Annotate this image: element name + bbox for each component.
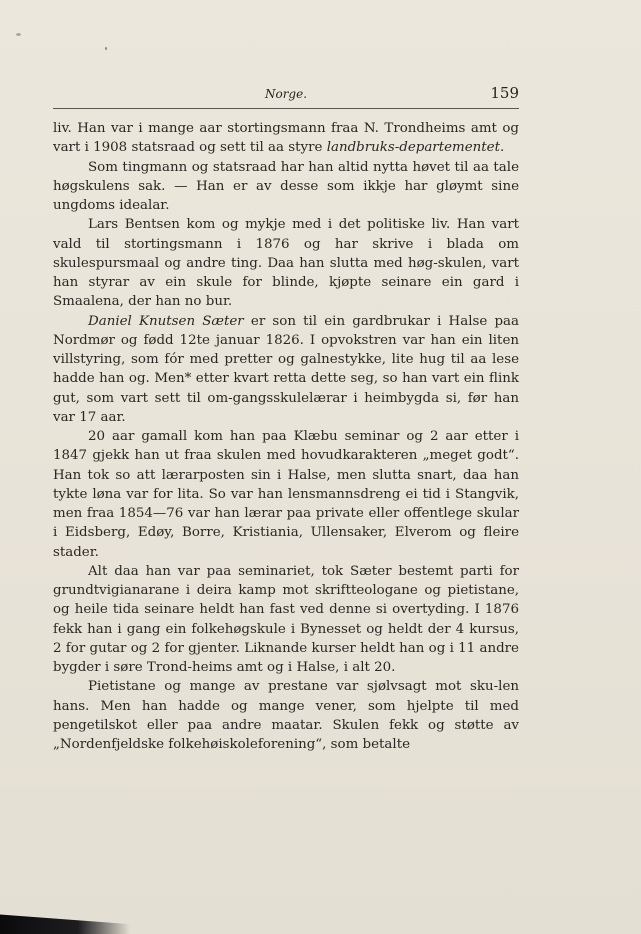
paragraph-text: liv. Han var i mange aar stortingsmann fraa N. Trondheims amt og vart i 1908 statsraad og sett til aa styre [53,121,519,156]
paragraph [53,215,519,311]
header-rule [53,108,519,109]
paragraph [53,562,519,678]
paragraph-text: er son til ein gardbrukar i Halse paa Nordmør og fødd 12te januar 1826. I opvokstren var han ein liten villstyring, som fór med pretter og galnestykke, lite hug til aa lese hadde han og. Men* etter kvart retta dette seg, so han vart ein flink gut, som vart sett til om-gangsskulelærar i heimbygda si, før han var 17 aar. [53,313,519,425]
body-text [53,119,519,754]
paragraph [53,158,519,216]
paragraph-text: Lars Bentsen kom og mykje med i det politiske liv. Han vart vald til stortingsmann i 1876 og har skrive i blada om skulespursmaal og andre ting. Daa han slutta med høg-skulen, vart han styrar av ein skule for blinde, kjøpte seinare ein gard i Smaalena, der han no bur. [53,217,519,310]
paper-speck [105,47,107,50]
paragraph [53,427,519,562]
paragraph [53,312,519,428]
paragraph [53,119,519,158]
paragraph-text: Som tingmann og statsraad har han altid nytta høvet til aa tale høgskulens sak. — Han er av desse som ikkje har gløymt sine ungdoms idealar. [53,159,519,213]
running-title: Norge. [264,87,308,101]
page-number: 159 [490,84,519,102]
paragraph-text: Alt daa han var paa seminariet, tok Sæter bestemt parti for grundtvigianarane i deira kamp mot skriftteologane og pietistane, og heile tida seinare heldt han fast ved denne si overtyding. I 1876 fekk han i gang ein folkehøgskule i Bynesset og heldt der 4 kursus, 2 for gutar og 2 for gjenter. Liknande kurser heldt han og i 11 andre bygder i søre Trond-heims amt og i Halse, i alt 20. [53,563,519,675]
paragraph-text: 20 aar gamall kom han paa Klæbu seminar og 2 aar etter i 1847 gjekk han ut fraa skulen med hovudkarakteren „meget godt“. Han tok so att lærarposten sin i Halse, men slutta snart, daa han tykte løna var for lita. So var han lensmannsdreng ei tid i Stangvik, men fraa 1854—76 var han lærar paa private eller offentlege skular i Eidsberg, Edøy, Borre, Kristiania, Ullensaker, Elverom og fleire stader. [53,429,519,560]
running-head [53,84,519,106]
italic-text: Daniel Knutsen Sæter [88,313,244,329]
paragraph [53,677,519,754]
paragraph-text: . [499,140,505,156]
italic-text: landbruks-departementet [326,140,500,156]
paper-speck [16,33,21,36]
scan-edge-shadow [0,908,130,934]
paragraph-text: Pietistane og mange av prestane var sjølvsagt mot sku-len hans. Men han hadde og mange vener, som hjelpte til med pengetilskot eller paa andre maatar. Skulen fekk og støtte av „Nordenfjeldske folkehøiskoleforening“, som betalte [53,679,519,752]
